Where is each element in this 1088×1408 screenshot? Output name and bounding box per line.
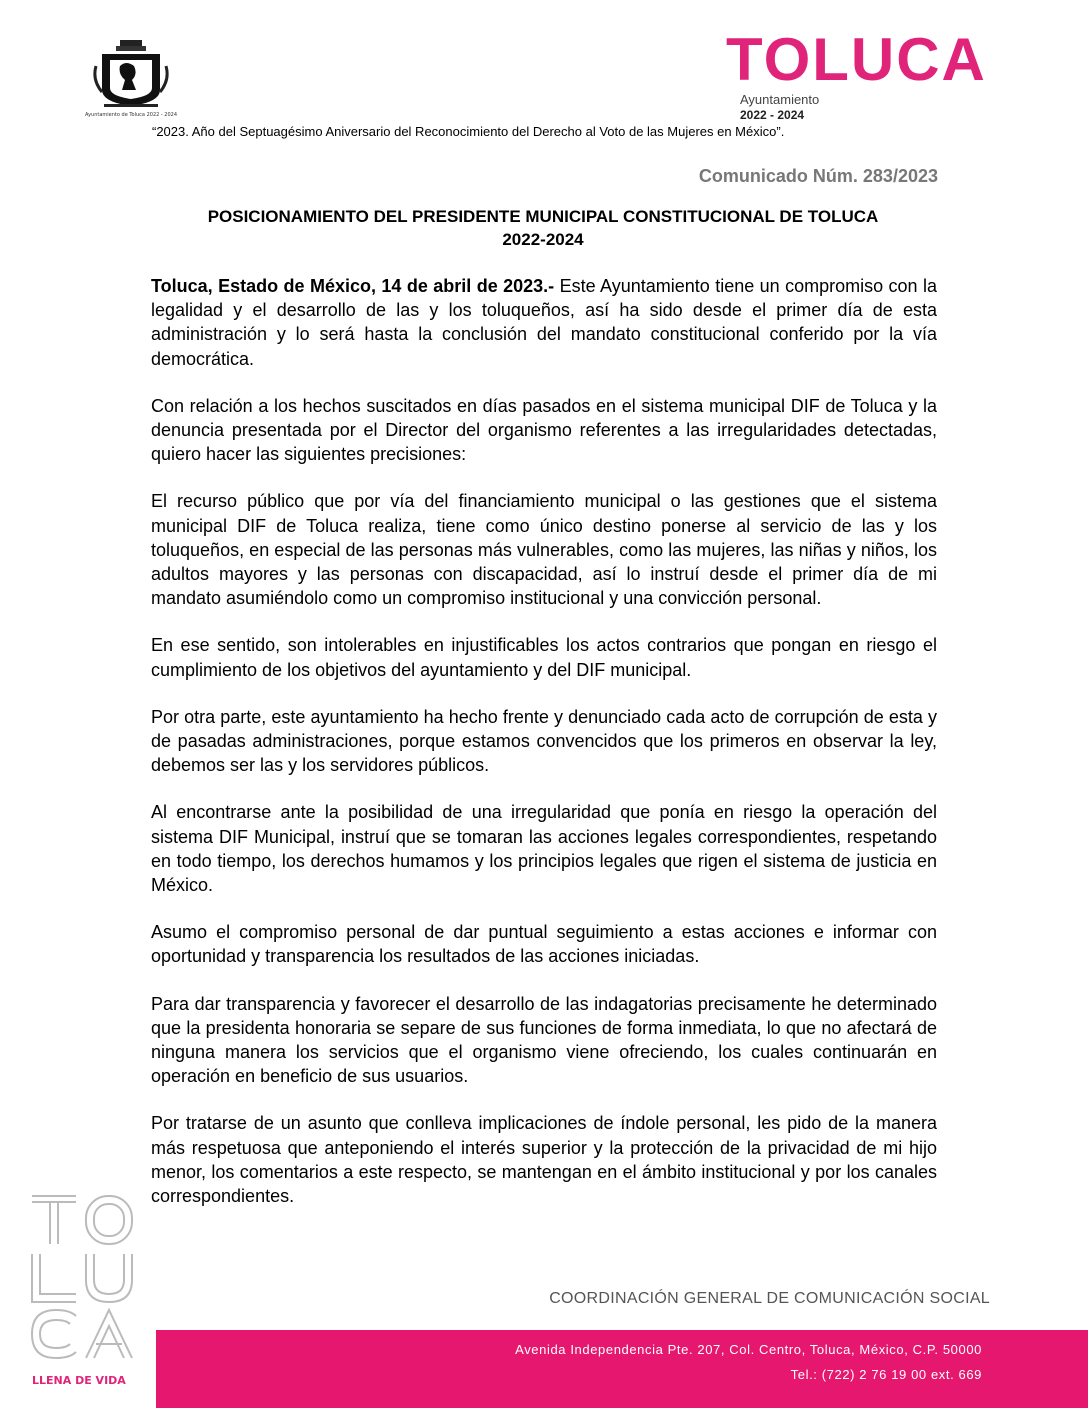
coordination-label: COORDINACIÓN GENERAL DE COMUNICACIÓN SOCIAL (549, 1290, 990, 1307)
dateline: Toluca, Estado de México, 14 de abril de 2023.- (151, 276, 555, 296)
title-line-2: 2022-2024 (502, 230, 584, 249)
paragraph-9: Por tratarse de un asunto que conlleva implicaciones de índole personal, les pido de la manera más respetuosa que anteponiendo el interés superior y la protección de la privacidad de mi hijo menor, los comentarios a este respecto, se mantengan en el ámbito institucional y por los canales correspondientes. (151, 1113, 937, 1207)
footer-phone: Tel.: (722) 2 76 19 00 ext. 669 (790, 1367, 982, 1382)
paragraph-1-text: Este Ayuntamiento tiene un compromiso con la legalidad y el desarrollo de las y los toluqueños, así ha sido desde el primer día de esta administración y lo será hasta la conclusión del mandato constitucional conferido por la vía democrática. (151, 276, 937, 369)
paragraph-8: Para dar transparencia y favorecer el desarrollo de las indagatorias precisamente he determinado que la presidenta honoraria se separe de sus funciones de forma inmediata, lo que no afectará de ninguna manera los servicios que el organismo viene ofreciendo, los cuales continuarán en operación en beneficio de sus usuarios. (151, 993, 937, 1087)
logo-ayuntamiento: Ayuntamiento (740, 92, 820, 107)
paragraph-2: Con relación a los hechos suscitados en días pasados en el sistema municipal DIF de Toluca y la denuncia presentada por el Director del organismo referentes a las irregularidades detectadas, quiero hacer las siguientes precisiones: (151, 395, 937, 465)
document-title (150, 205, 936, 251)
paragraph-6: Al encontrarse ante la posibilidad de una irregularidad que ponía en riesgo la operación del sistema DIF Municipal, instruí que se tomaran las acciones legales correspondientes, respetando en todo tiempo, los derechos humamos y los principios legales que rigen el sistema de justicia en México. (151, 802, 937, 896)
document-body (151, 274, 937, 1231)
toluca-vertical-logo (28, 1188, 140, 1398)
title-line-1: POSICIONAMIENTO DEL PRESIDENTE MUNICIPAL CONSTITUCIONAL DE TOLUCA (207, 207, 879, 226)
comunicado-number: Comunicado Núm. 283/2023 (698, 166, 938, 186)
toluca-brand-logo (724, 26, 987, 124)
year-motto: “2023. Año del Septuagésimo Aniversario del Reconocimiento del Derecho al Voto de las Mujeres en México”. (152, 124, 785, 139)
logo-years: 2022 - 2024 (740, 108, 805, 122)
municipal-crest-logo (84, 36, 178, 122)
paragraph-1 (151, 274, 937, 371)
paragraph-3: El recurso público que por vía del financiamiento municipal o las gestiones que el sistema municipal DIF de Toluca realiza, tiene como único destino ponerse al servicio de las y los toluqueños, en especial de las personas más vulnerables, como las mujeres, las niñas y niños, los adultos mayores y las personas con discapacidad, así lo instruí desde el primer día de mi mandato asumiéndolo como un compromiso institucional y una convicción personal. (151, 491, 937, 609)
crest-caption: Ayuntamiento de Toluca 2022 - 2024 (84, 112, 178, 118)
footer-address: Avenida Independencia Pte. 207, Col. Centro, Toluca, México, C.P. 50000 (515, 1342, 982, 1357)
paragraph-4: En ese sentido, son intolerables en injustificables los actos contrarios que pongan en riesgo el cumplimiento de los objetivos del ayuntamiento y del DIF municipal. (151, 635, 937, 680)
paragraph-7: Asumo el compromiso personal de dar puntual seguimiento a estas acciones e informar con oportunidad y transparencia los resultados de las acciones iniciadas. (151, 922, 937, 967)
footer-slogan: LLENA DE VIDA (32, 1374, 126, 1387)
logo-wordmark: TOLUCA (726, 26, 987, 93)
paragraph-5: Por otra parte, este ayuntamiento ha hecho frente y denunciado cada acto de corrupción de esta y de pasadas administraciones, porque estamos convencidos que los primeros en observar la ley, debemos ser las y los servidores públicos. (151, 706, 937, 776)
